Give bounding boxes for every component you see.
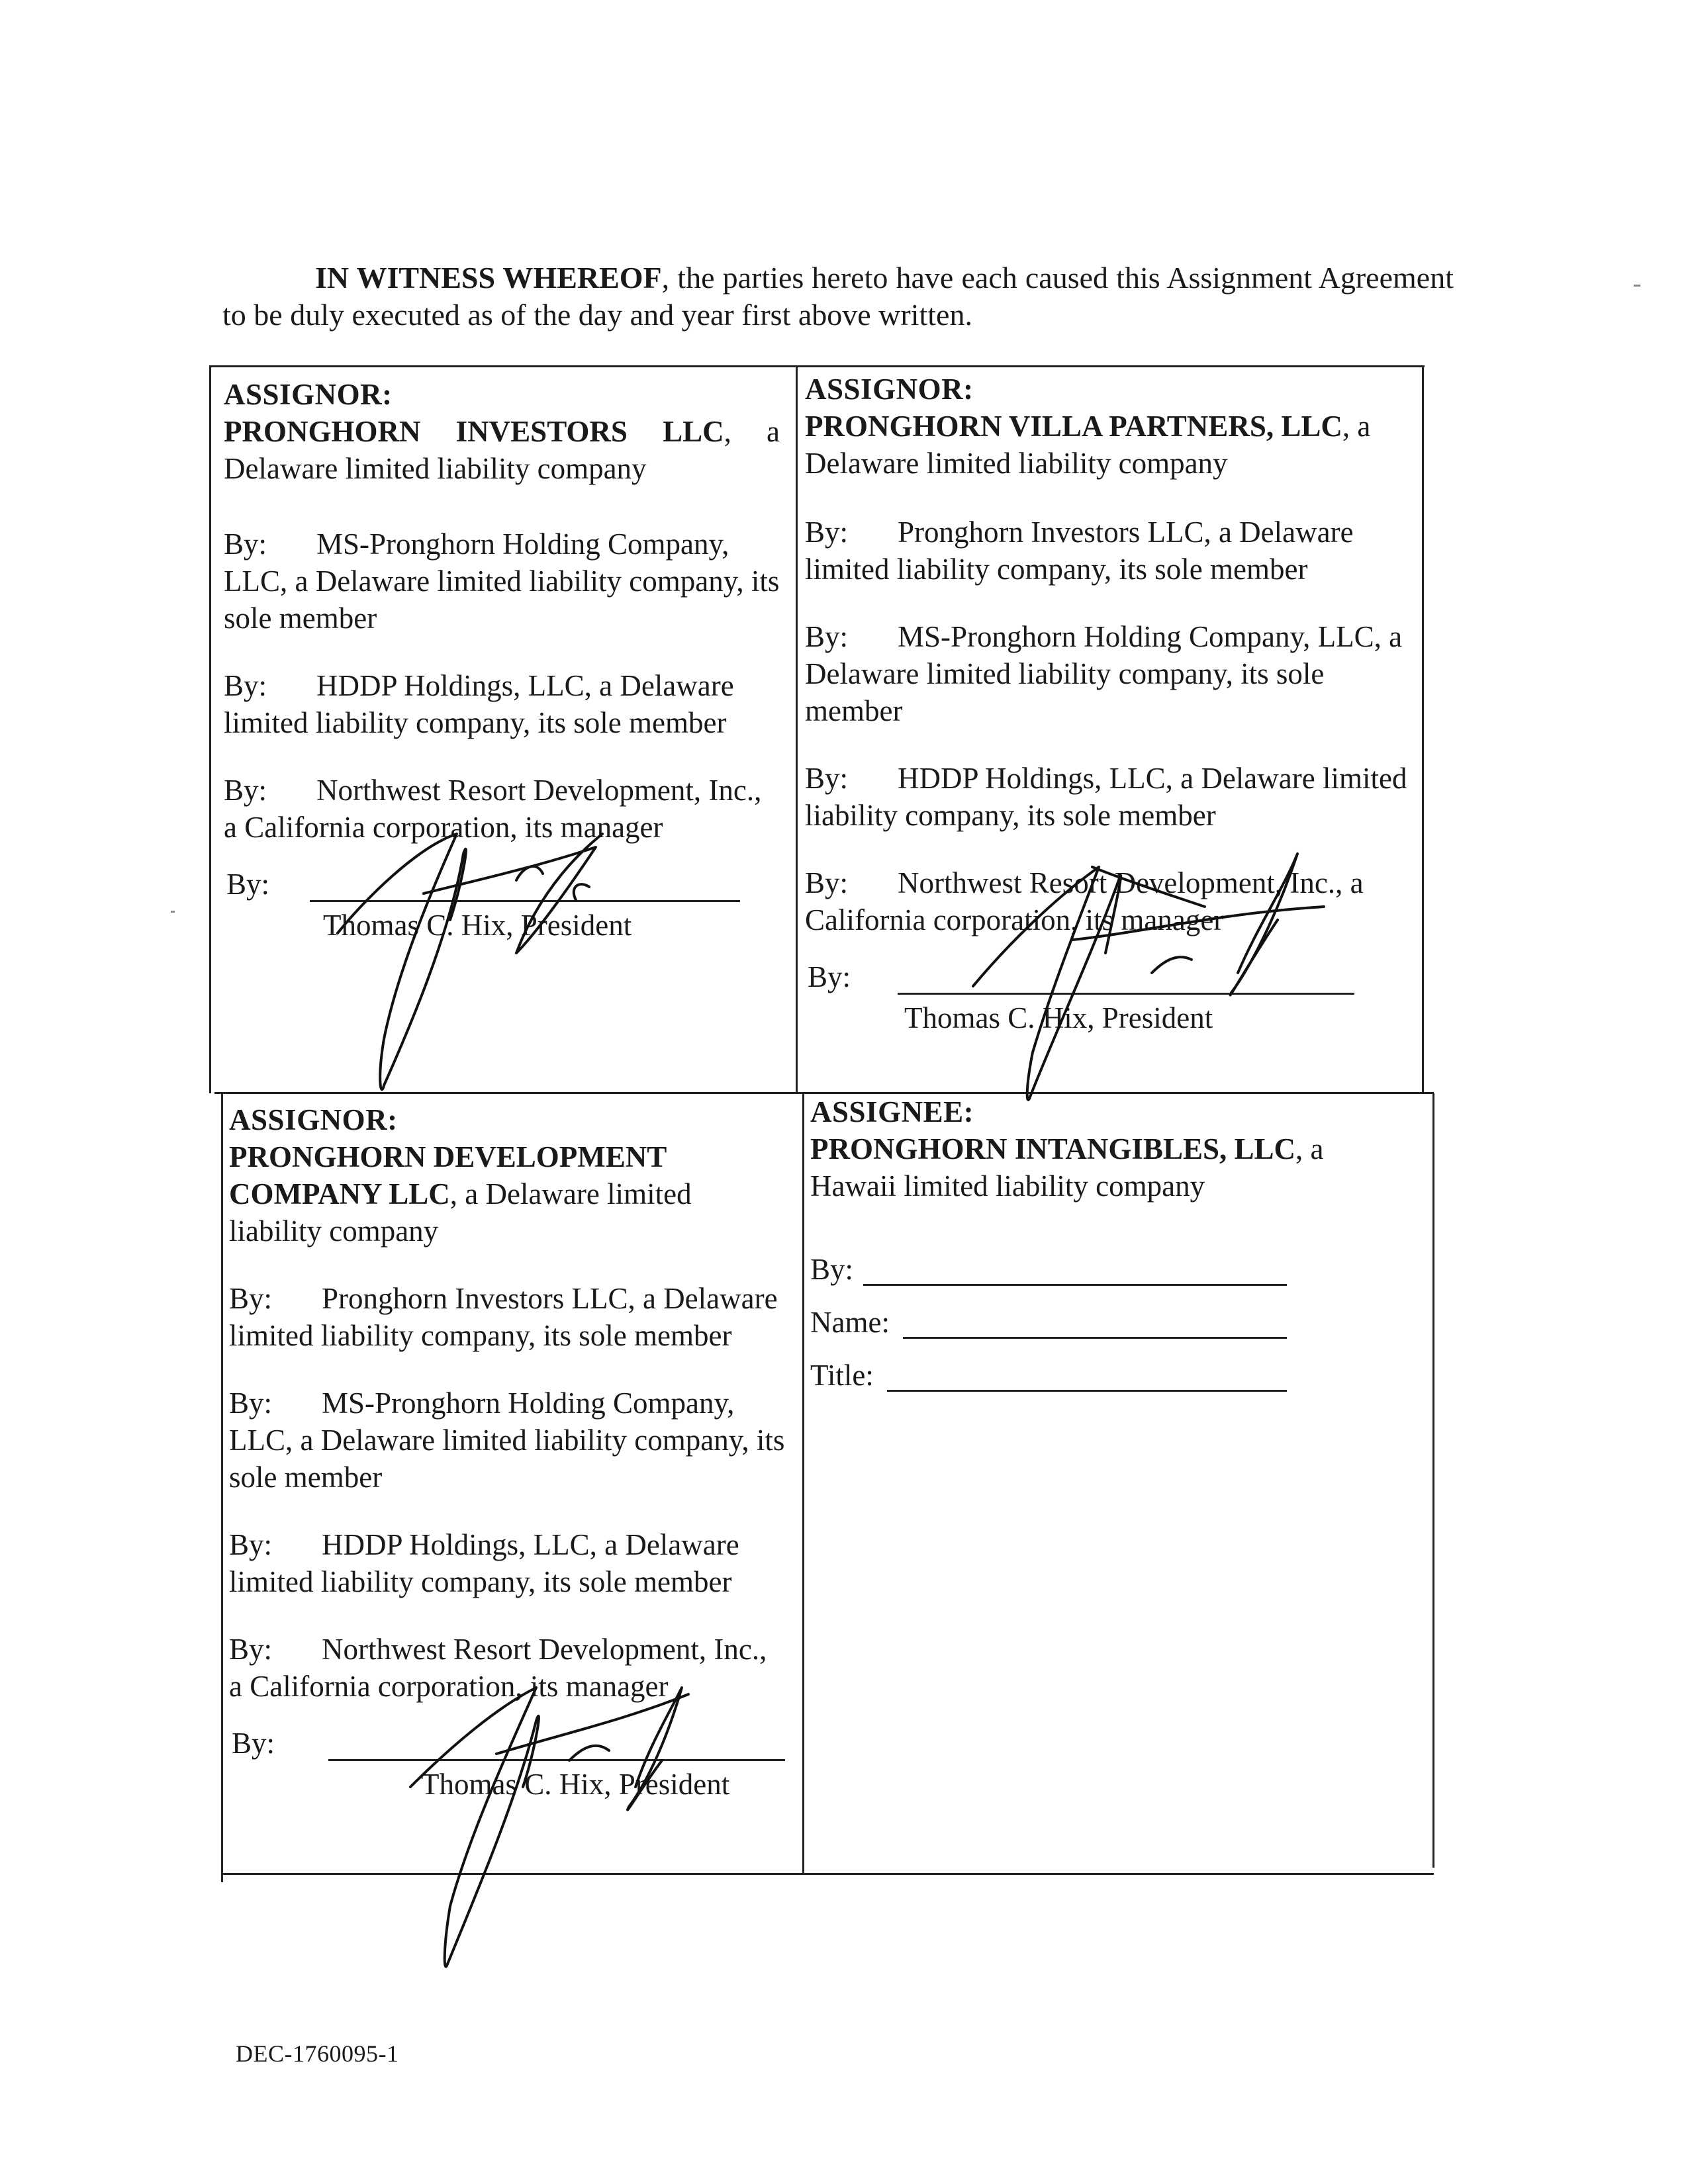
signature-row	[224, 866, 780, 952]
by-label: By:	[229, 1633, 273, 1666]
by-text: HDDP Holdings, LLC, a Delaware limited liability company, its sole member	[805, 762, 1407, 832]
by-text: HDDP Holdings, LLC, a Delaware limited liability company, its sole member	[229, 1528, 739, 1598]
by-text: Pronghorn Investors LLC, a Delaware limited liability company, its sole member	[229, 1282, 778, 1352]
entity-description	[805, 408, 1414, 482]
title-field-label: Title:	[810, 1359, 874, 1392]
name-field-label: Name:	[810, 1306, 890, 1339]
by-field-line[interactable]	[863, 1284, 1287, 1286]
by-text: Northwest Resort Development, Inc., a California corporation, its manager	[224, 774, 762, 844]
by-label: By:	[224, 669, 267, 702]
entity-description	[229, 1138, 732, 1250]
by-label: By:	[805, 620, 849, 653]
document-id: DEC-1760095-1	[236, 2040, 399, 2067]
by-text: Northwest Resort Development, Inc., a California corporation, its manager	[229, 1633, 767, 1703]
by-field-label: By:	[810, 1253, 854, 1286]
entity-name: PRONGHORN INTANGIBLES, LLC	[810, 1132, 1296, 1165]
table-border-left-upper	[209, 365, 211, 1093]
entity-name: PRONGHORN VILLA PARTNERS, LLC	[805, 410, 1342, 443]
by-label: By:	[229, 1387, 273, 1420]
entity-suffix: , a Delaware limited liability company	[805, 410, 1371, 480]
by-paragraph	[229, 1280, 785, 1354]
by-text: MS-Pronghorn Holding Company, LLC, a Delaware limited liability company, its sole member	[229, 1387, 785, 1494]
by-label: By:	[805, 762, 849, 795]
entity-name: PRONGHORN DEVELOPMENT COMPANY LLC	[229, 1140, 667, 1210]
by-paragraph	[805, 514, 1414, 588]
witness-heading: IN WITNESS WHEREOF	[315, 261, 662, 295]
signature-by-label: By:	[808, 960, 851, 993]
witness-text: , the parties hereto have each caused this Assignment Agreement to be duly executed as of the day and year first above written.	[222, 261, 1454, 332]
by-field[interactable]	[810, 1251, 1419, 1304]
by-paragraph	[224, 772, 780, 846]
by-text: Pronghorn Investors LLC, a Delaware limited liability company, its sole member	[805, 516, 1354, 586]
block-top-right	[805, 371, 1414, 1044]
block-heading: ASSIGNEE:	[810, 1095, 974, 1128]
by-text: HDDP Holdings, LLC, a Delaware limited liability company, its sole member	[224, 669, 734, 739]
entity-suffix: , a Delaware limited liability company	[229, 1177, 692, 1248]
signature-row	[229, 1725, 785, 1811]
signatory-name: Thomas C. Hix, President	[421, 1768, 730, 1801]
block-heading: ASSIGNOR:	[805, 373, 974, 406]
signature-row	[805, 958, 1414, 1044]
by-text: Northwest Resort Development, Inc., a California corporation, its manager	[805, 866, 1364, 936]
entity-suffix: , a Delaware limited liability company	[224, 415, 780, 485]
by-text: MS-Pronghorn Holding Company, LLC, a Delaware limited liability company, its sole member	[805, 620, 1403, 727]
witness-paragraph	[222, 259, 1454, 334]
signature-by-label: By:	[232, 1727, 275, 1760]
table-divider-vertical-upper	[796, 365, 798, 1093]
signatory-name: Thomas C. Hix, President	[323, 909, 632, 942]
by-paragraph	[805, 760, 1414, 834]
by-paragraph	[224, 667, 780, 741]
name-field[interactable]	[810, 1304, 1419, 1357]
table-border-right-upper	[1422, 365, 1424, 1093]
signatory-name: Thomas C. Hix, President	[904, 1001, 1213, 1034]
title-field-line[interactable]	[887, 1390, 1287, 1392]
signature-line	[310, 900, 740, 902]
table-border-bottom	[221, 1873, 1434, 1875]
signature-line	[328, 1759, 785, 1761]
block-heading: ASSIGNOR:	[229, 1103, 398, 1136]
by-label: By:	[224, 774, 267, 807]
scan-mark	[171, 911, 175, 913]
by-paragraph	[229, 1385, 785, 1496]
by-paragraph	[805, 864, 1414, 938]
table-border-left-lower	[221, 1093, 223, 1882]
block-top-left	[224, 376, 780, 952]
signature-by-label: By:	[226, 868, 270, 901]
by-label: By:	[224, 527, 267, 561]
name-field-line[interactable]	[903, 1337, 1287, 1339]
entity-suffix: , a Hawaii limited liability company	[810, 1132, 1324, 1203]
scan-mark	[1634, 285, 1640, 287]
by-text: MS-Pronghorn Holding Company, LLC, a Delaware limited liability company, its sole member	[224, 527, 780, 635]
table-border-top	[209, 365, 1425, 367]
block-bottom-left	[229, 1101, 785, 1811]
block-bottom-right	[810, 1093, 1419, 1410]
by-paragraph	[805, 618, 1414, 729]
by-label: By:	[805, 516, 849, 549]
title-field[interactable]	[810, 1357, 1419, 1410]
table-border-right-lower	[1432, 1093, 1434, 1868]
entity-description	[810, 1130, 1380, 1205]
table-divider-vertical-lower	[802, 1093, 804, 1874]
block-heading: ASSIGNOR:	[224, 378, 393, 411]
entity-description	[224, 413, 780, 487]
by-paragraph	[229, 1631, 785, 1705]
by-paragraph	[229, 1526, 785, 1600]
by-label: By:	[229, 1282, 273, 1315]
signature-line	[898, 993, 1354, 995]
by-label: By:	[805, 866, 849, 899]
entity-name: PRONGHORN INVESTORS LLC	[224, 415, 724, 448]
signature-fields	[810, 1251, 1419, 1410]
by-label: By:	[229, 1528, 273, 1561]
by-paragraph	[224, 525, 780, 637]
